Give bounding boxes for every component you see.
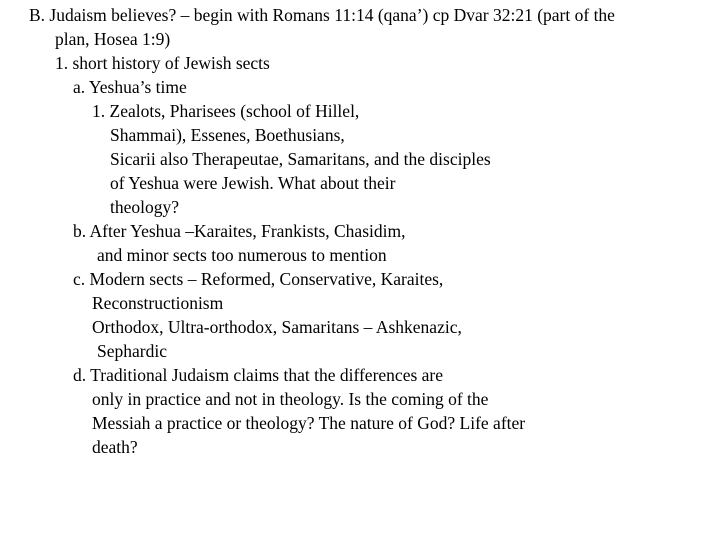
item-b-line-1: b. After Yeshua –Karaites, Frankists, Chasidim, [73,221,406,241]
item-b-line-2: and minor sects too numerous to mention [97,245,387,265]
item-c-line-3: Orthodox, Ultra-orthodox, Samaritans – Ashkenazic, [92,317,462,337]
item-c-line-1: c. Modern sects – Reformed, Conservative, Karaites, [73,269,444,289]
item-c-line-2: Reconstructionism [92,293,224,313]
item-a-sub1-line-4: of Yeshua were Jewish. What about their [110,173,396,193]
section-title: 1. short history of Jewish sects [55,53,270,73]
item-d-line-4: death? [92,437,138,457]
item-c-line-4: Sephardic [97,341,167,361]
heading-line-2: plan, Hosea 1:9) [55,29,171,49]
item-a-label: a. Yeshua’s time [73,77,187,97]
item-a-sub1-line-1: 1. Zealots, Pharisees (school of Hillel, [92,101,360,121]
item-d-line-2: only in practice and not in theology. Is the coming of the [92,389,489,409]
item-d-line-1: d. Traditional Judaism claims that the differences are [73,365,444,385]
item-d-line-3: Messiah a practice or theology? The nature of God? Life after [92,413,526,433]
heading-line-1: B. Judaism believes? – begin with Romans 11:14 (qana’) cp Dvar 32:21 (part of the [29,5,615,25]
item-a-sub1-line-3: Sicarii also Therapeutae, Samaritans, and the disciples [110,149,491,169]
item-a-sub1-line-2: Shammai), Essenes, Boethusians, [110,125,345,145]
item-a-sub1-line-5: theology? [110,197,180,217]
